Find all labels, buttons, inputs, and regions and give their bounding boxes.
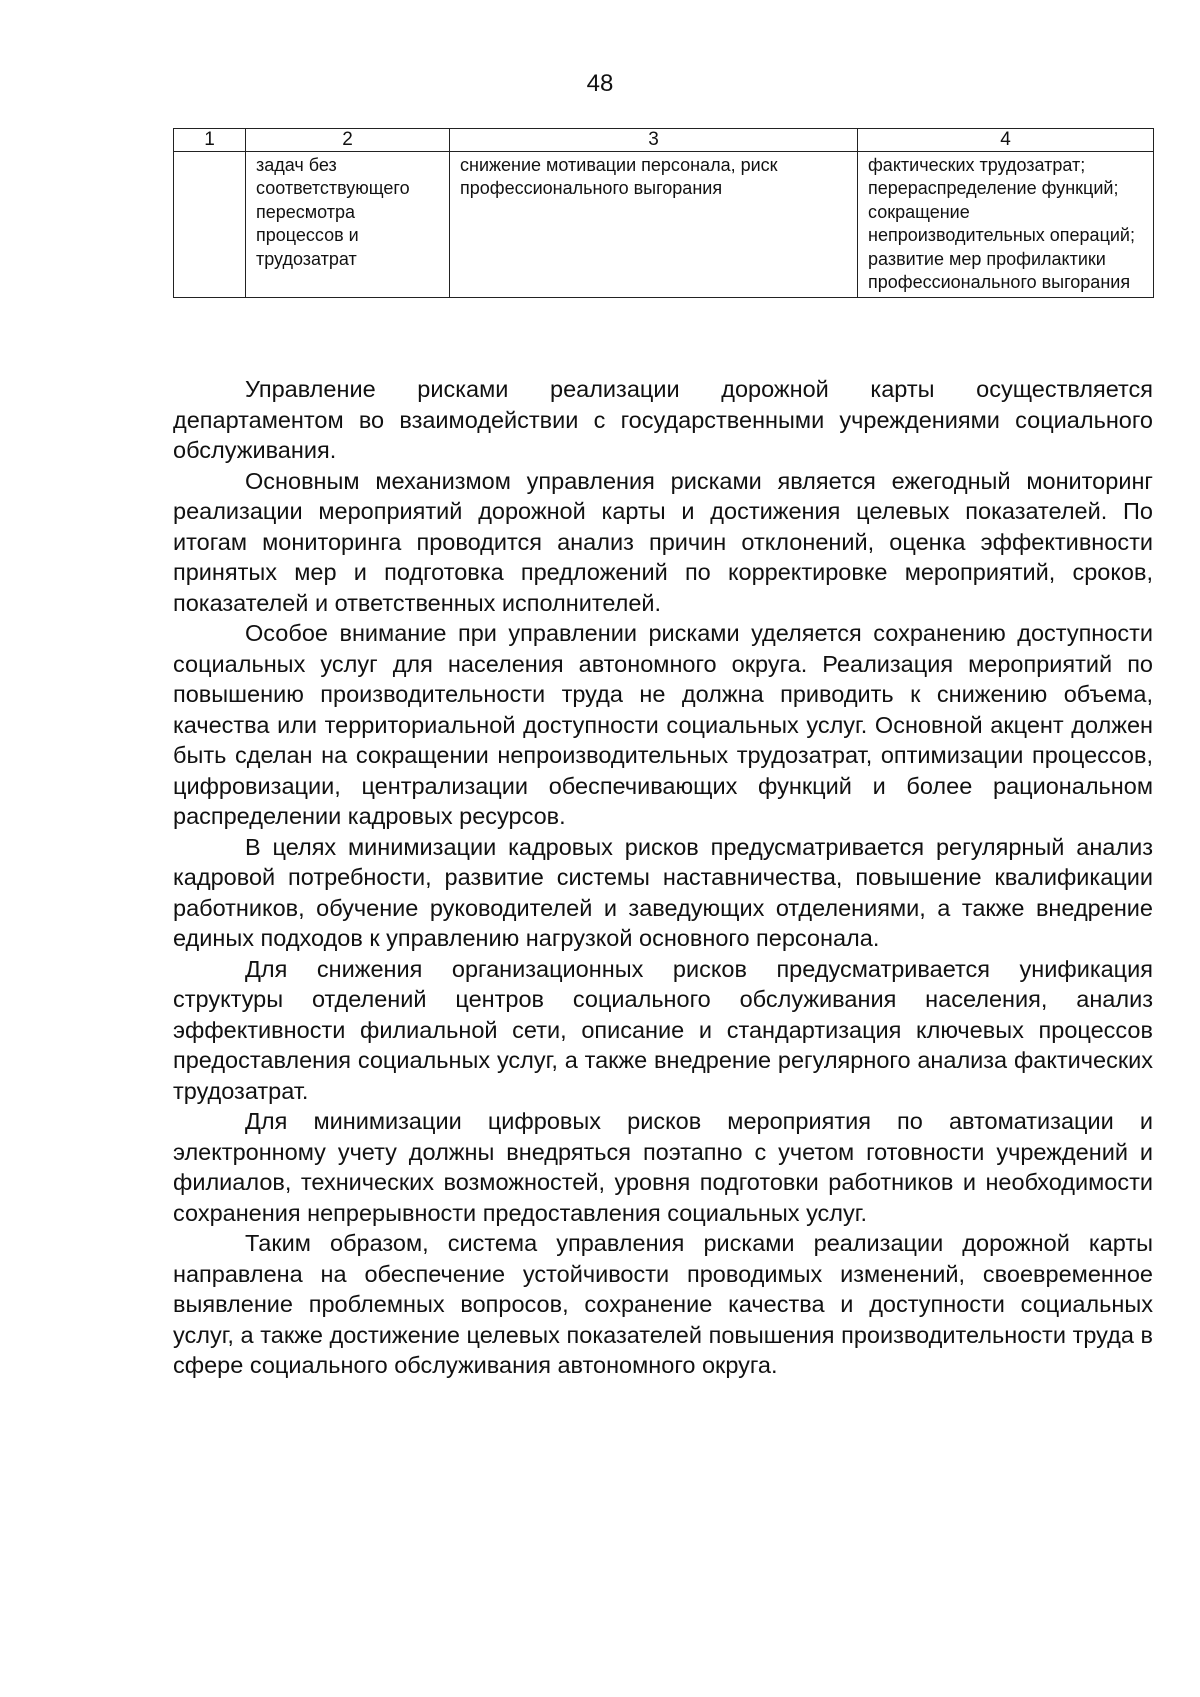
risk-table	[173, 128, 1154, 298]
cell-consequences: снижение мотивации персонала, риск профессионального выгорания	[450, 152, 858, 298]
paragraph: Управление рисками реализации дорожной карты осуществляется департаментом во взаимодействии с государственными учреждениями социального обслуживания.	[173, 376, 1153, 463]
column-header-1: 1	[174, 129, 246, 152]
cell-number	[174, 152, 246, 298]
cell-risk-description: задач без соответствующего пересмотра процессов и трудозатрат	[246, 152, 450, 298]
paragraph: Особое внимание при управлении рисками уделяется сохранению доступности социальных услуг для населения автономного округа. Реализация мероприятий по повышению производительности труда не должна приводить к снижению объема, качества или территориальной доступности социальных услуг. Основной акцент должен быть сделан на сокращении непроизводительных трудозатрат, оптимизации процессов, цифровизации, централизации обеспечивающих функций и более рациональном распределении кадровых ресурсов.	[173, 620, 1153, 829]
table-row	[174, 152, 1154, 298]
paragraph: Таким образом, система управления рисками реализации дорожной карты направлена на обеспечение устойчивости проводимых изменений, своевременное выявление проблемных вопросов, сохранение качества и доступности социальных услуг, а также достижение целевых показателей повышения производительности труда в сфере социального обслуживания автономного округа.	[173, 1230, 1153, 1378]
body-text	[173, 374, 1153, 1381]
column-header-2: 2	[246, 129, 450, 152]
column-header-4: 4	[858, 129, 1154, 152]
cell-mitigation-measures: фактических трудозатрат; перераспределение функций; сокращение непроизводительных операций; развитие мер профилактики профессионального выгорания	[858, 152, 1154, 298]
table-header-row	[174, 129, 1154, 152]
paragraph: В целях минимизации кадровых рисков предусматривается регулярный анализ кадровой потребности, развитие системы наставничества, повышение квалификации работников, обучение руководителей и заведующих отделениями, а также внедрение единых подходов к управлению нагрузкой основного персонала.	[173, 833, 1153, 951]
paragraph: Основным механизмом управления рисками является ежегодный мониторинг реализации мероприятий дорожной карты и достижения целевых показателей. По итогам мониторинга проводится анализ причин отклонений, оценка эффективности принятых мер и подготовка предложений по корректировке мероприятий, сроков, показателей и ответственных исполнителей.	[173, 467, 1153, 616]
paragraph: Для минимизации цифровых рисков мероприятия по автоматизации и электронному учету должны внедряться поэтапно с учетом готовности учреждений и филиалов, технических возможностей, уровня подготовки работников и необходимости сохранения непрерывности предоставления социальных услуг.	[173, 1108, 1153, 1226]
column-header-3: 3	[450, 129, 858, 152]
paragraph: Для снижения организационных рисков предусматривается унификация структуры отделений центров социального обслуживания населения, анализ эффективности филиальной сети, описание и стандартизация ключевых процессов предоставления социальных услуг, а также внедрение регулярного анализа фактических трудозатрат.	[173, 955, 1153, 1104]
page-number: 48	[586, 70, 614, 97]
